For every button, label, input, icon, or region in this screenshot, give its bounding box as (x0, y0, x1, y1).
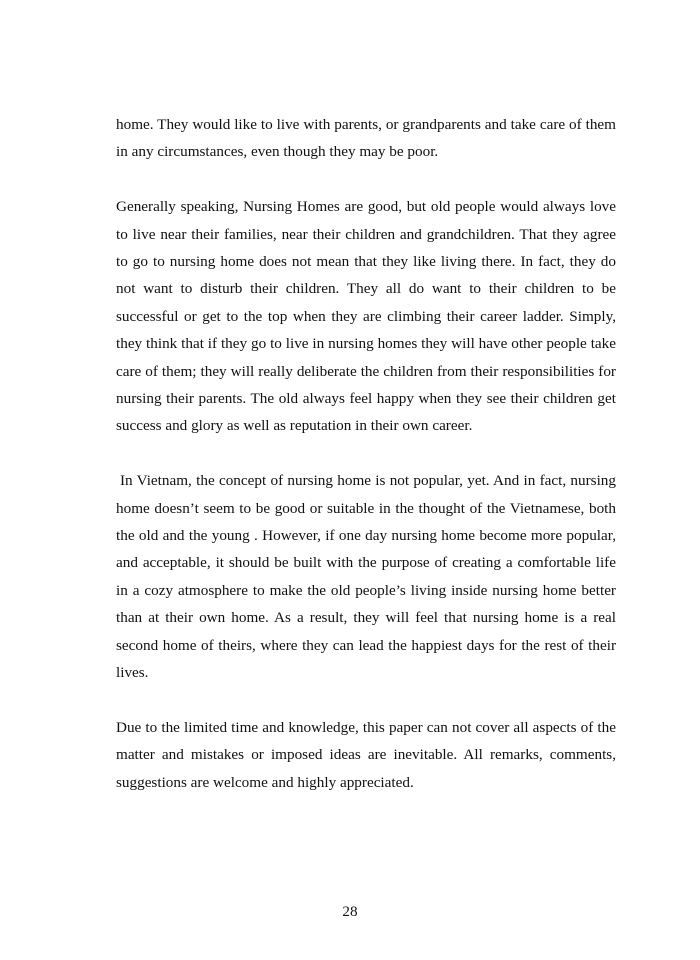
page-number: 28 (342, 903, 358, 920)
paragraph-conclusion: Due to the limited time and knowledge, this paper can not cover all aspects of the matter and mistakes or imposed ideas are inevitable. All remarks, comments, suggestions are welcome and highly appreciated. (116, 718, 616, 791)
body-text (116, 111, 616, 824)
paragraph-vietnam: In Vietnam, the concept of nursing home is not popular, yet. And in fact, nursing home doesn’t seem to be good or suitable in the thought of the Vietnamese, both the old and the young . However, if one day nursing home become more popular, and acceptable, it should be built with the purpose of creating a comfortable life in a cozy atmosphere to make the old people’s living inside nursing home better than at their own home. As a result, they will feel that nursing home is a real second home of theirs, where they can lead the happiest days for the rest of their lives. (116, 472, 616, 682)
paragraph-nursing-homes: Generally speaking, Nursing Homes are good, but old people would always love to live near their families, near their children and grandchildren. That they agree to go to nursing home does not mean that they like living there. In fact, they do not want to disturb their children. They all do want to their children to be successful or get to the top when they are climbing their career ladder. Simply, they think that if they go to live in nursing homes they will have other people take care of them; they will really deliberate the children from their responsibilities for nursing their parents. The old always feel happy when they see their children get success and glory as well as reputation in their own career. (116, 198, 616, 435)
paragraph-continuation: home. They would like to live with parents, or grandparents and take care of them in any circumstances, even though they may be poor. (116, 116, 616, 161)
